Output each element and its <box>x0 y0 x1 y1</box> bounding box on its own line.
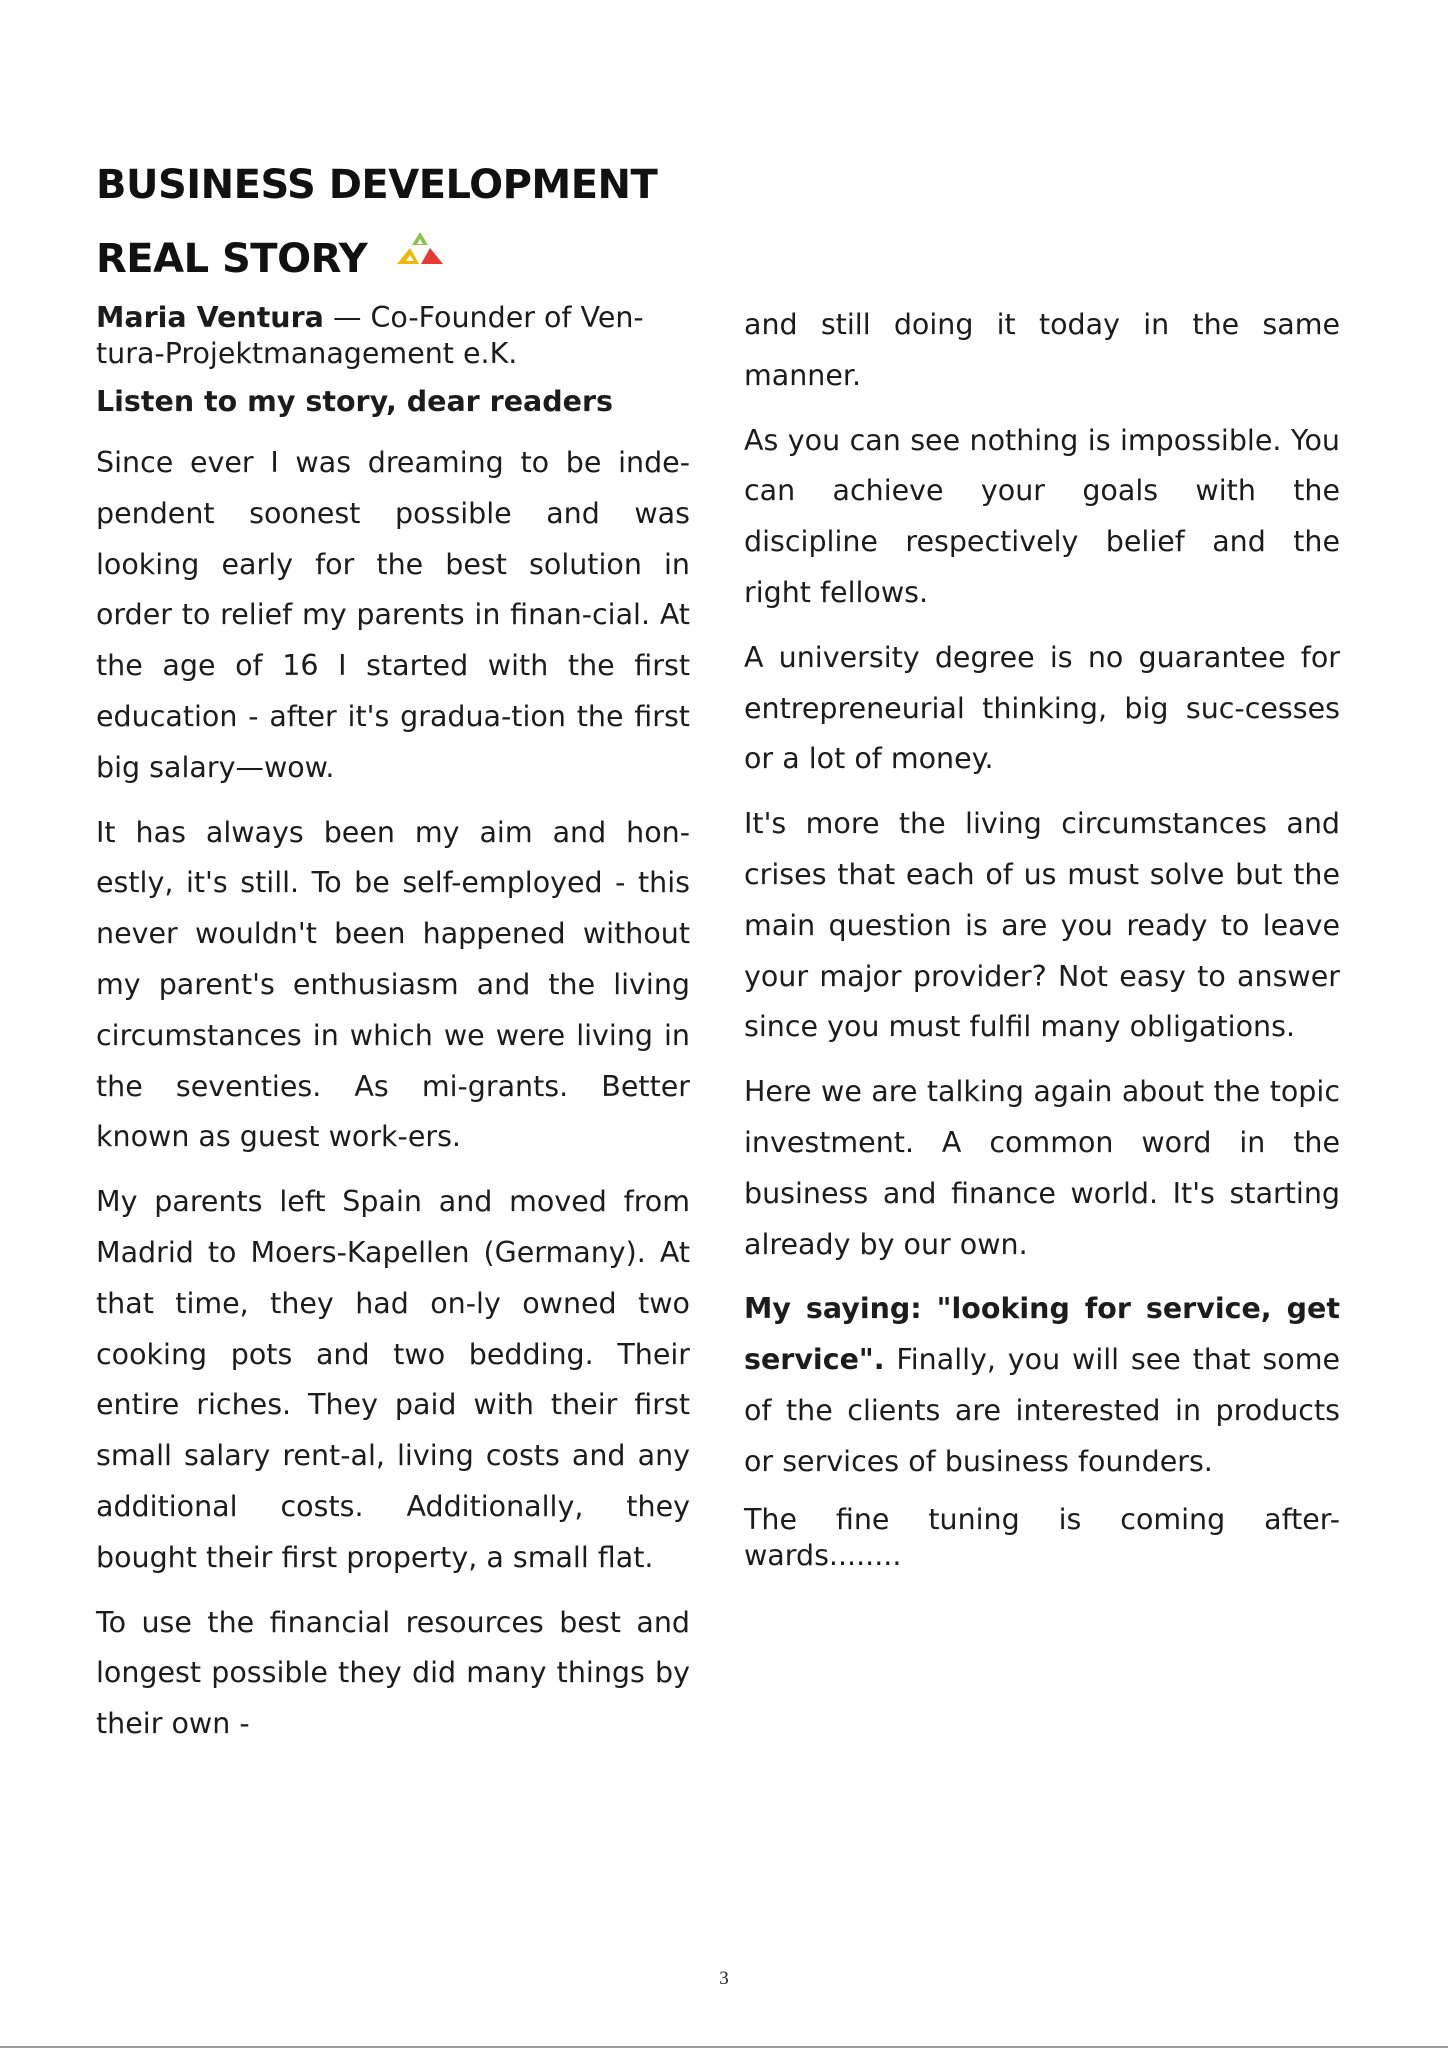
saying-quote: My saying: "looking for service, get service". <box>744 1292 1340 1377</box>
left-paragraph-2: It has always been my aim and hon-estly, it's still. To be self-employed - this never wouldn't been happened without my parent's enthusiasm and the living circumstances in which we were living in the seventies. As mi-grants. Better known as guest work-ers. <box>96 815 690 1154</box>
right-paragraph-7: The fine tuning is coming after-wards........ <box>744 1502 1340 1572</box>
left-paragraph-4: To use the financial resources best and longest possible they did many things by their own - <box>96 1605 690 1741</box>
left-column <box>96 300 690 1764</box>
right-paragraph-3: A university degree is no guarantee for entrepreneurial thinking, big suc-cesses or a lot of money. <box>744 640 1340 776</box>
right-paragraph-5: Here we are talking again about the topic investment. A common word in the business and finance world. It's starting already by our own. <box>744 1075 1340 1261</box>
byline <box>96 300 690 372</box>
triangle-logo-icon <box>393 220 447 294</box>
author-role: — Co-Founder of Ven-tura-Projektmanagement e.K. <box>96 301 644 370</box>
heading-line-2 <box>96 222 796 296</box>
author-name: Maria Ventura <box>96 301 324 334</box>
page-number: 3 <box>719 1968 729 1989</box>
right-column <box>744 300 1340 1588</box>
subheading: Listen to my story, dear readers <box>96 385 614 418</box>
right-paragraph-2: As you can see nothing is impossible. You can achieve your goals with the discipline respectively belief and the right fellows. <box>744 423 1340 609</box>
right-paragraph-4: It's more the living circumstances and crises that each of us must solve but the main question is are you ready to leave your major provider? Not easy to answer since you must fulfil many obligations. <box>744 807 1340 1044</box>
left-paragraph-3: My parents left Spain and moved from Madrid to Moers-Kapellen (Germany). At that time, they had on-ly owned two cooking pots and two bedding. Their entire riches. They paid with their first small salary rent-al, living costs and any additional costs. Additionally, they bought their first property, a small flat. <box>96 1185 690 1574</box>
heading-real-story: REAL STORY <box>96 236 368 282</box>
saying-continuation: Finally, you will see that some of the clients are interested in products or services of business founders. <box>744 1343 1340 1478</box>
heading-line-1: BUSINESS DEVELOPMENT <box>96 162 658 208</box>
right-paragraph-6 <box>744 1284 1340 1487</box>
left-paragraph-1: Since ever I was dreaming to be inde-pendent soonest possible and was looking early for the best solution in order to relief my parents in finan-cial. At the age of 16 I started with the first education - after it's gradua-tion the first big salary—wow. <box>96 446 690 784</box>
article-heading <box>96 148 796 296</box>
right-paragraph-1: and still doing it today in the same manner. <box>744 308 1340 392</box>
